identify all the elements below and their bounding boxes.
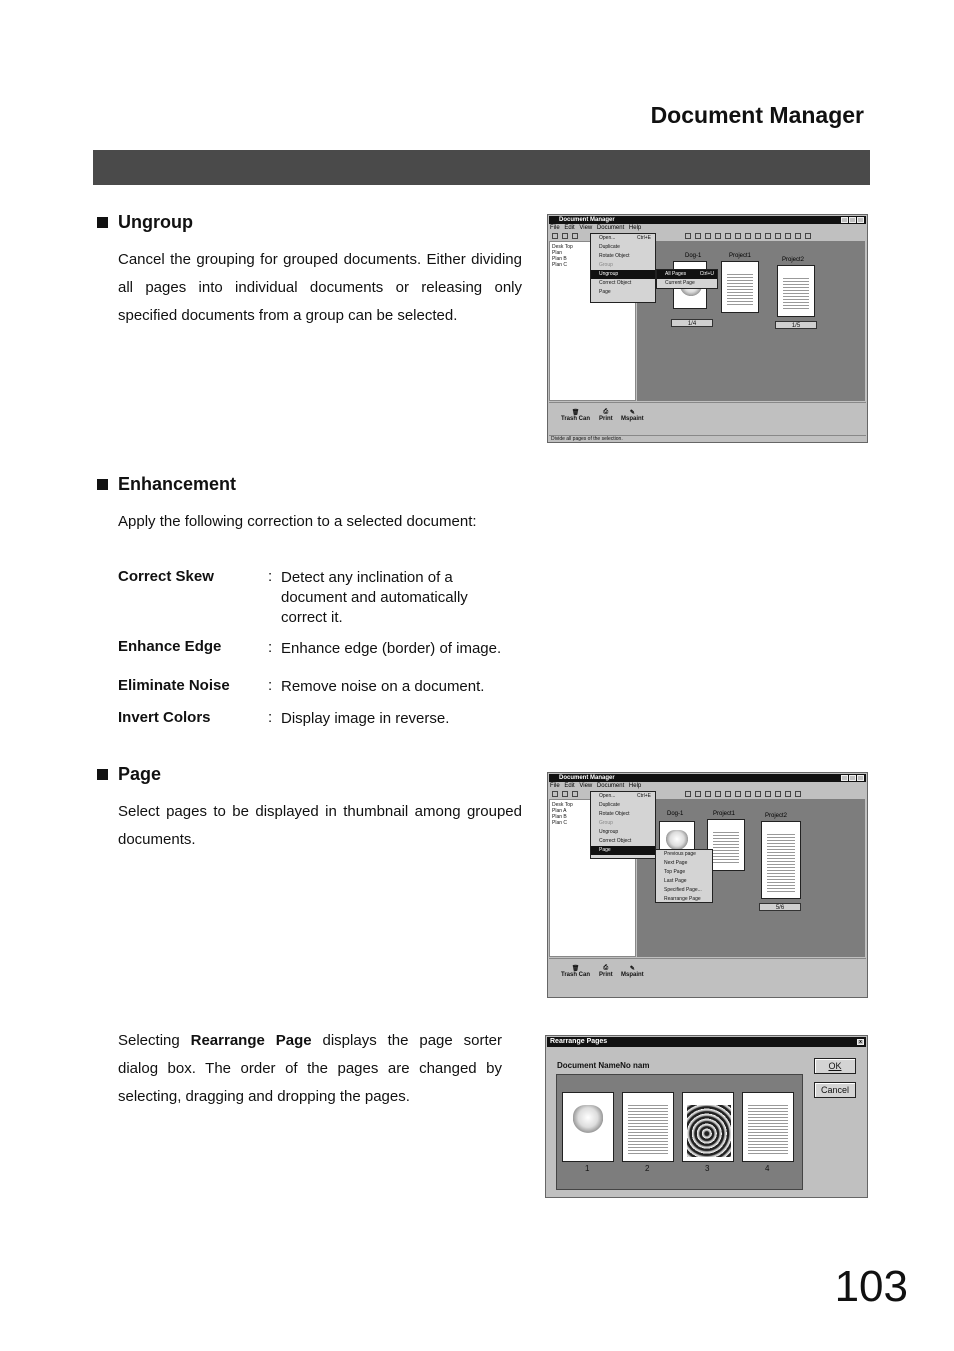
tool-icon[interactable] xyxy=(765,233,771,239)
page-sorter-area xyxy=(556,1074,803,1190)
tree-item[interactable]: Desk Top xyxy=(552,802,573,808)
page-thumb-4[interactable] xyxy=(742,1092,794,1162)
close-icon[interactable]: x xyxy=(857,1039,864,1045)
menubar[interactable]: File Edit View Document Help xyxy=(550,783,642,789)
dog-image xyxy=(573,1105,603,1133)
thumb-label: Dog-1 xyxy=(667,811,684,817)
dialog-title: Rearrange Pages xyxy=(550,1038,608,1045)
trash-can-icon[interactable]: 🗑 Trash Can xyxy=(561,410,591,422)
printer-icon[interactable]: ⎙ Print xyxy=(599,409,613,422)
tool-icon[interactable] xyxy=(755,233,761,239)
launcher-label: Trash Can xyxy=(561,416,591,422)
submenu-previous-page[interactable]: Previous page xyxy=(664,851,696,857)
close-icon[interactable] xyxy=(857,217,864,223)
tool-icon[interactable] xyxy=(805,233,811,239)
term-correct-skew: Correct Skew xyxy=(118,568,214,585)
term-invert-colors: Invert Colors xyxy=(118,709,211,726)
tool-icon[interactable] xyxy=(705,233,711,239)
page-number-label: 1 xyxy=(585,1164,590,1173)
tool-icon[interactable] xyxy=(695,233,701,239)
bullet-square-icon xyxy=(97,217,108,228)
window-titlebar xyxy=(549,774,866,782)
rearrange-paragraph xyxy=(118,1027,502,1111)
thumbnail-project2[interactable] xyxy=(761,821,801,899)
tool-icon[interactable] xyxy=(765,791,771,797)
menu-label: All Pages xyxy=(665,271,687,277)
document-name-label: Document NameNo nam xyxy=(557,1061,650,1070)
launcher-label: Trash Can xyxy=(561,972,591,978)
desc-enhance-edge: Enhance edge (border) of image. xyxy=(281,640,502,657)
submenu-last-page[interactable]: Last Page xyxy=(664,878,687,884)
colon: : xyxy=(268,677,273,694)
page-number-label: 2 xyxy=(645,1164,650,1173)
header-band xyxy=(93,150,870,185)
pager[interactable]: 5/6 xyxy=(759,903,801,911)
colon: : xyxy=(268,709,273,726)
enhancement-heading xyxy=(97,474,236,495)
printer-icon[interactable]: ⎙ Print xyxy=(599,965,613,978)
enhancement-intro: Apply the following correction to a selected document: xyxy=(118,513,477,530)
tool-icon[interactable] xyxy=(795,791,801,797)
thumbnail-project2[interactable] xyxy=(777,265,815,317)
launcher-bar xyxy=(549,958,866,997)
window-title: Document Manager xyxy=(559,775,615,781)
maximize-icon[interactable] xyxy=(849,217,856,223)
text-lines xyxy=(748,1103,788,1155)
page-number-label: 4 xyxy=(765,1164,770,1173)
tool-icon[interactable] xyxy=(715,791,721,797)
mspaint-icon[interactable]: ✎ Mspaint xyxy=(621,966,644,978)
menu-shortcut: Ctrl+E xyxy=(636,793,651,799)
tool-icon[interactable] xyxy=(685,791,691,797)
status-bar: Divide all pages of the selection. xyxy=(549,435,866,443)
menu-item-ungroup[interactable]: Ungroup xyxy=(599,829,619,835)
page-number: 103 xyxy=(834,1262,908,1311)
page-header-title: Document Manager xyxy=(650,102,864,128)
menu-shortcut: Ctrl+U xyxy=(699,271,714,277)
ungroup-heading-text: Ungroup xyxy=(118,212,193,232)
tool-icon[interactable] xyxy=(572,233,578,239)
tree-item[interactable]: Desk Top xyxy=(552,244,573,250)
menu-item-rotate[interactable]: Rotate Object xyxy=(599,811,630,817)
pager[interactable]: 1/4 xyxy=(671,319,713,327)
submenu-all-pages[interactable] xyxy=(657,270,717,279)
desc-invert-colors: Display image in reverse. xyxy=(281,710,450,727)
tool-icon[interactable] xyxy=(775,791,781,797)
screenshot-page xyxy=(547,772,868,998)
thumb-label: Dog-1 xyxy=(685,253,702,259)
text-lines xyxy=(628,1103,668,1155)
close-icon[interactable] xyxy=(857,775,864,781)
menu-item-page[interactable]: Page xyxy=(599,289,611,295)
thumbnail-project1[interactable] xyxy=(721,261,759,313)
launcher-label: Mspaint xyxy=(621,972,644,978)
menu-item-correct[interactable]: Correct Object xyxy=(599,280,632,286)
tool-icon[interactable] xyxy=(705,791,711,797)
launcher-label: Mspaint xyxy=(621,416,644,422)
tool-icon[interactable] xyxy=(562,233,568,239)
tool-icon[interactable] xyxy=(725,233,731,239)
page-thumb-3[interactable] xyxy=(682,1092,734,1162)
text-lines xyxy=(713,830,739,864)
bullet-square-icon xyxy=(97,479,108,490)
tool-icon[interactable] xyxy=(562,791,568,797)
page-body: Select pages to be displayed in thumbnail among grouped documents. xyxy=(118,803,522,848)
menu-item-group[interactable]: Group xyxy=(599,262,613,268)
minimize-icon[interactable] xyxy=(841,217,848,223)
tool-icon[interactable] xyxy=(552,791,558,797)
text-lines xyxy=(767,832,795,892)
submenu-next-page[interactable]: Next Page xyxy=(664,860,688,866)
page-thumb-2[interactable] xyxy=(622,1092,674,1162)
thumb-label: Project2 xyxy=(782,257,805,263)
tree-item[interactable]: Plan C xyxy=(552,820,568,826)
tool-icon[interactable] xyxy=(745,791,751,797)
motorcycle-image xyxy=(687,1105,731,1157)
mspaint-icon[interactable]: ✎ Mspaint xyxy=(621,410,644,422)
dialog-titlebar xyxy=(547,1037,866,1047)
menu-item-duplicate[interactable]: Duplicate xyxy=(599,244,620,250)
rearrange-text-suffix: displays the page sorter dialog box. The order of the pages are changed by selecting, dragging and dropping the pages. xyxy=(118,1032,502,1105)
window-title: Document Manager xyxy=(559,217,615,223)
text-lines xyxy=(783,276,809,310)
ungroup-body: Cancel the grouping for grouped documents. Either dividing all pages into individual documents or releasing only specified documents from a group can be selected. xyxy=(118,251,522,324)
tree-item[interactable]: Plan A xyxy=(552,808,567,814)
tree-item[interactable]: Plan C xyxy=(552,262,568,268)
tool-icon[interactable] xyxy=(715,233,721,239)
tool-icon[interactable] xyxy=(735,233,741,239)
desc-correct-skew: Detect any inclination of a document and automatically correct it. xyxy=(281,569,468,626)
launcher-bar xyxy=(549,402,866,435)
tool-icon[interactable] xyxy=(572,791,578,797)
ok-button[interactable]: OK xyxy=(814,1058,856,1074)
rearrange-text-prefix: Selecting xyxy=(118,1032,191,1049)
menu-item-open[interactable] xyxy=(591,792,655,801)
menu-item-correct[interactable]: Correct Object xyxy=(599,838,632,844)
tool-icon[interactable] xyxy=(795,233,801,239)
tool-icon[interactable] xyxy=(725,791,731,797)
tool-icon[interactable] xyxy=(755,791,761,797)
colon: : xyxy=(268,639,273,656)
menu-item-duplicate[interactable]: Duplicate xyxy=(599,802,620,808)
page-heading xyxy=(97,764,161,785)
menu-label: Open... xyxy=(599,793,616,799)
document-menu xyxy=(590,233,656,303)
desc-eliminate-noise: Remove noise on a document. xyxy=(281,678,485,695)
enhancement-heading-text: Enhancement xyxy=(118,474,237,494)
page-number-label: 3 xyxy=(705,1164,710,1173)
menu-item-open[interactable] xyxy=(591,234,655,243)
menubar[interactable]: File Edit View Document Help xyxy=(550,225,642,231)
rearrange-dialog xyxy=(545,1035,868,1198)
menu-label: Open... xyxy=(599,235,616,241)
thumbnail-area xyxy=(637,241,865,401)
term-eliminate-noise: Eliminate Noise xyxy=(118,677,230,694)
tool-icon[interactable] xyxy=(685,233,691,239)
launcher-label: Print xyxy=(599,416,613,422)
tool-icon[interactable] xyxy=(785,233,791,239)
tool-icon[interactable] xyxy=(695,791,701,797)
ungroup-heading xyxy=(97,212,193,233)
tree-item[interactable]: Plan B xyxy=(552,814,567,820)
minimize-icon[interactable] xyxy=(841,775,848,781)
tree-item[interactable]: Plan xyxy=(552,250,563,256)
menu-item-page[interactable]: Page xyxy=(591,846,655,855)
text-lines xyxy=(727,272,753,306)
window-titlebar xyxy=(549,216,866,224)
tool-icon[interactable] xyxy=(735,791,741,797)
bullet-square-icon xyxy=(97,769,108,780)
page-thumb-1[interactable] xyxy=(562,1092,614,1162)
tool-icon[interactable] xyxy=(775,233,781,239)
trash-can-icon[interactable]: 🗑 Trash Can xyxy=(561,966,591,978)
submenu-current-page[interactable]: Current Page xyxy=(665,280,695,286)
menu-shortcut: Ctrl+E xyxy=(636,235,651,241)
term-enhance-edge: Enhance Edge xyxy=(118,638,222,655)
ungroup-submenu xyxy=(656,269,718,289)
tool-icon[interactable] xyxy=(745,233,751,239)
thumb-label: Project1 xyxy=(713,811,736,817)
submenu-specified-page[interactable]: Specified Page... xyxy=(664,887,702,893)
tree-item[interactable]: Plan B xyxy=(552,256,567,262)
thumb-label: Project2 xyxy=(765,813,788,819)
tool-icon[interactable] xyxy=(785,791,791,797)
colon: : xyxy=(268,568,273,585)
thumb-label: Project1 xyxy=(729,253,752,259)
menu-item-rotate[interactable]: Rotate Object xyxy=(599,253,630,259)
document-menu xyxy=(590,791,656,859)
tool-icon[interactable] xyxy=(552,233,558,239)
page-submenu xyxy=(655,849,713,903)
submenu-rearrange-page[interactable]: Rearrange Page xyxy=(664,896,701,902)
page-heading-text: Page xyxy=(118,764,162,784)
rearrange-text-bold: Rearrange Page xyxy=(190,1032,312,1049)
menu-item-ungroup[interactable]: Ungroup xyxy=(591,270,655,279)
launcher-label: Print xyxy=(599,972,613,978)
maximize-icon[interactable] xyxy=(849,775,856,781)
cancel-button[interactable]: Cancel xyxy=(814,1082,856,1098)
screenshot-ungroup xyxy=(547,214,868,443)
dog-image xyxy=(666,830,688,850)
menu-item-group[interactable]: Group xyxy=(599,820,613,826)
pager[interactable]: 1/5 xyxy=(775,321,817,329)
submenu-top-page[interactable]: Top Page xyxy=(664,869,686,875)
